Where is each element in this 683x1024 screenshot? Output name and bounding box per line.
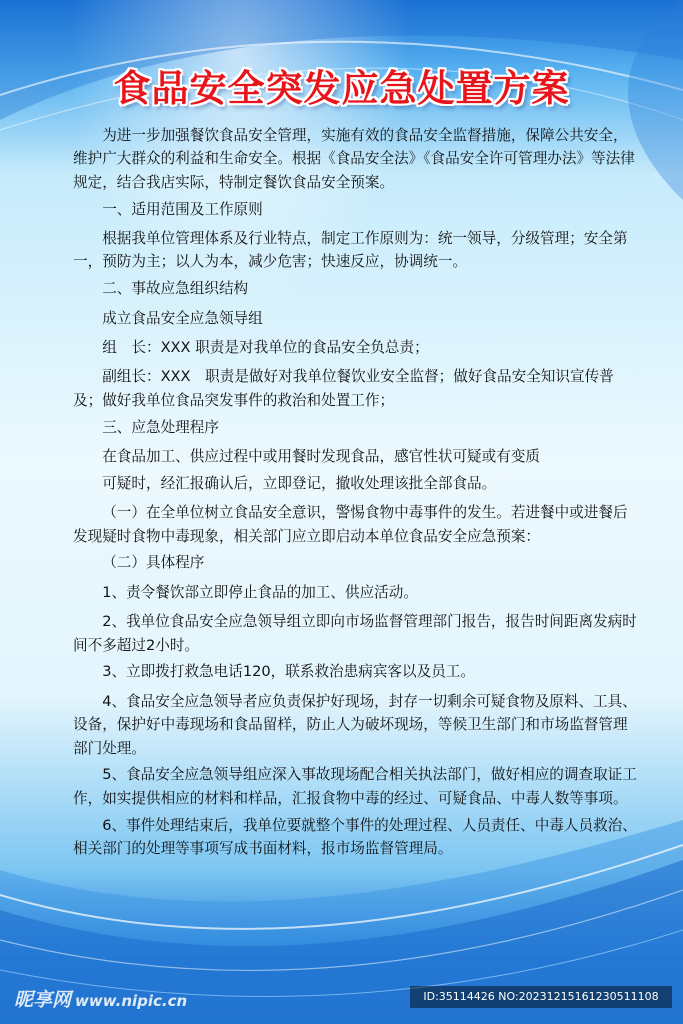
paragraph-group-leader: 组 长：XXX 职责是对我单位的食品安全负总责；	[102, 339, 429, 357]
paragraph-intro: 为进一步加强餐饮食品安全管理，实施有效的食品安全监督措施，保障公共安全，维护广大群众的利益和生命安全。根据《食品安全法》《食品安全许可管理办法》等法律规定，结合我店实际，特制定餐饮食品安全预案。	[73, 127, 635, 191]
paragraph-awareness: （一）在全单位树立食品安全意识，警惕食物中毒事件的发生。若进餐中或进餐后发现疑时食物中毒现象，相关部门应立即启动本单位食品安全应急预案：	[73, 504, 628, 545]
section-heading-3: 三、应急处理程序	[102, 418, 219, 436]
section-heading-2: 二、事故应急组织结构	[102, 280, 249, 298]
procedure-step-4: 4、食品安全应急领导者应负责保护好现场，封存一切剩余可疑食物及原料、工具、设备，保护好中毒现场和食品留样，防止人为破坏现场，等候卫生部门和市场监督管理部门处理。	[73, 692, 637, 757]
watermark-logo-text: 昵享网	[14, 989, 72, 1011]
procedure-step-5: 5、食品安全应急领导组应深入事故现场配合相关执法部门，做好相应的调查取证工作，如实提供相应的材料和样品，汇报食物中毒的经过、可疑食品、中毒人数等事项。	[73, 766, 637, 807]
paragraph-principles: 根据我单位管理体系及行业特点，制定工作原则为：统一领导，分级管理；安全第一，预防为主；以人为本，减少危害；快速反应，协调统一。	[73, 230, 628, 271]
paragraph-discovery: 在食品加工、供应过程中或用餐时发现食品，感官性状可疑或有变质	[102, 448, 541, 466]
document-title: 食品安全突发应急处置方案	[113, 67, 570, 110]
procedure-step-6: 6、事件处理结束后，我单位要就整个事件的处理过程、人员责任、中毒人员救治、相关部门的处理等事项写成书面材料，报市场监督管理局。	[73, 816, 637, 858]
procedure-step-2: 2、我单位食品安全应急领导组立即向市场监督管理部门报告，报告时间距离发病时间不多超过2小时。	[73, 613, 637, 654]
paragraph-suspicious: 可疑时，经汇报确认后，立即登记，撤收处理该批全部食品。	[102, 474, 497, 492]
document-body	[73, 124, 639, 864]
subsection-heading-procedure: （二）具体程序	[102, 554, 205, 572]
watermark-logo	[14, 985, 187, 1012]
paragraph-deputy-leader: 副组长：XXX 职责是做好对我单位餐饮业安全监督；做好食品安全知识宣传普及；做好我单位食品突发事件的救治和处置工作；	[73, 368, 614, 409]
paragraph-leadership-group: 成立食品安全应急领导组	[102, 309, 263, 327]
watermark-url: www.nipic.cn	[75, 992, 188, 1010]
procedure-step-3: 3、立即拨打救急电话120，联系救治患病宾客以及员工。	[102, 663, 475, 681]
section-heading-1: 一、适用范围及工作原则	[102, 200, 263, 218]
procedure-step-1: 1、责令餐饮部立即停止食品的加工、供应活动。	[102, 583, 418, 601]
watermark-id: ID:35114426 NO:20231215161230511108	[410, 986, 672, 1008]
